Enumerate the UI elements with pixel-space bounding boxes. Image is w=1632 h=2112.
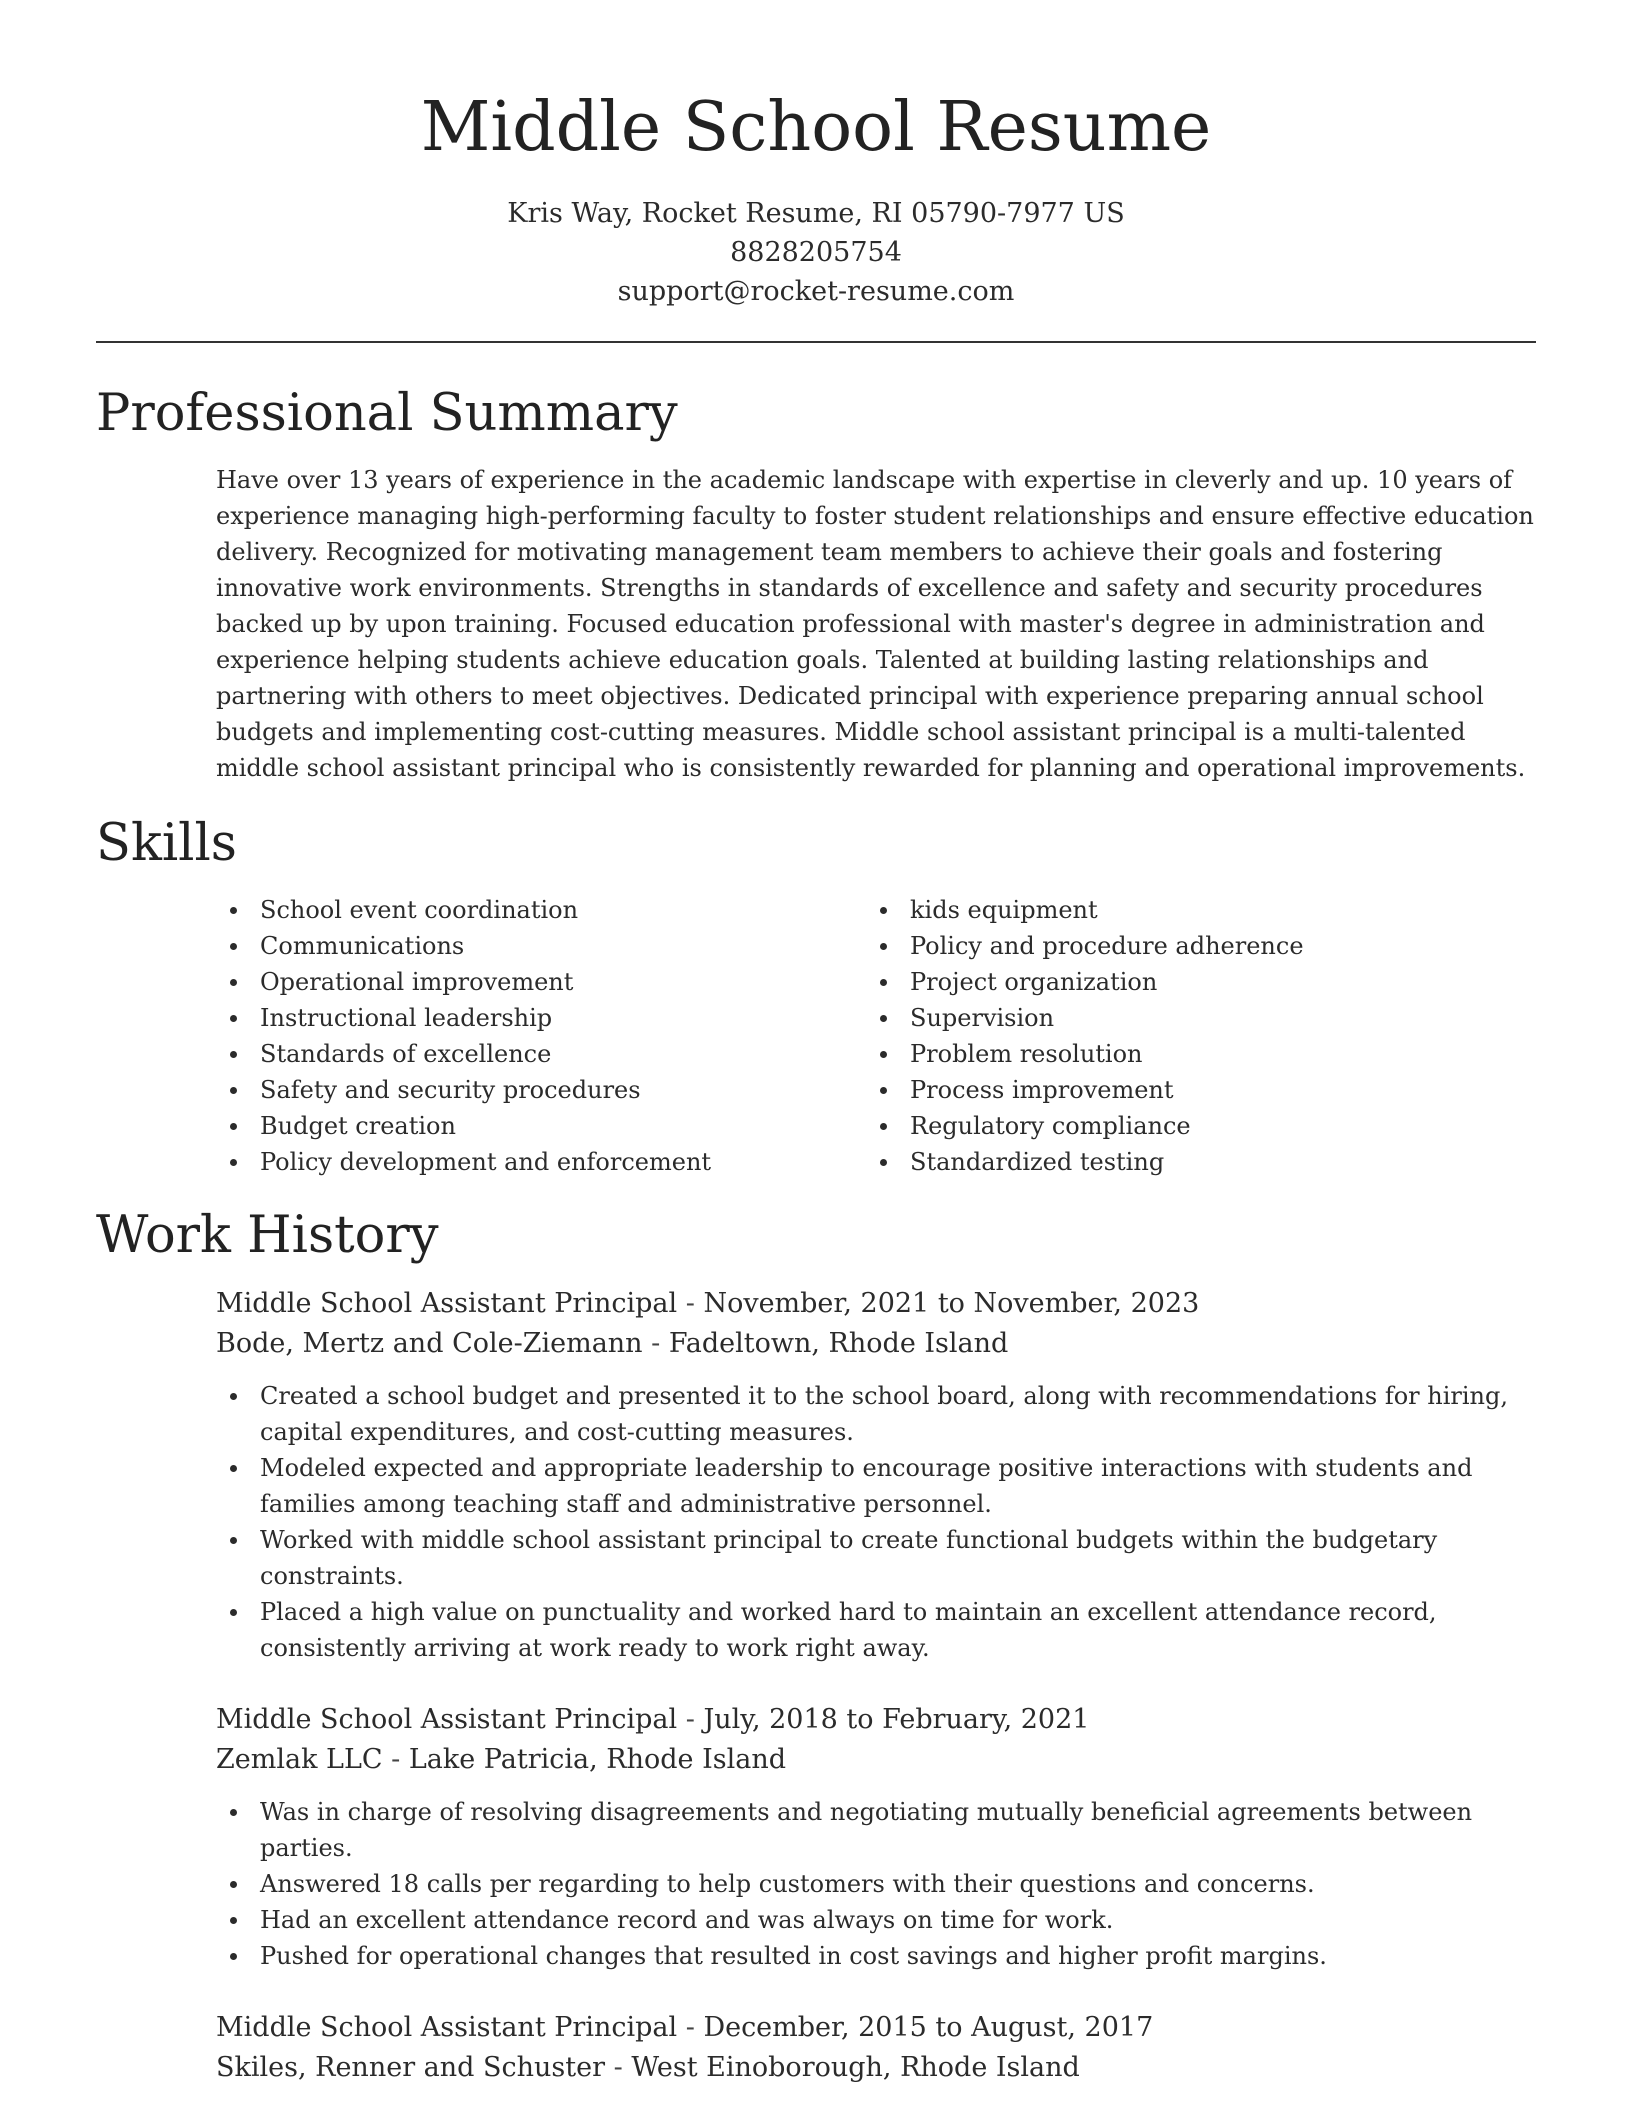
skill-item: Policy development and enforcement — [216, 1144, 836, 1180]
resume-header — [96, 80, 1536, 311]
job-dates: July, 2018 to February, 2021 — [703, 1704, 1090, 1735]
job-title: Middle School Assistant Principal — [216, 2012, 678, 2043]
job-duties — [216, 1794, 1536, 1974]
job-location: Fadeltown, Rhode Island — [668, 1328, 1009, 1359]
skill-item: Problem resolution — [866, 1036, 1536, 1072]
skill-item: Operational improvement — [216, 964, 836, 1000]
duty-item: Had an excellent attendance record and was always on time for work. — [216, 1902, 1536, 1938]
contact-address: Kris Way, Rocket Resume, RI 05790-7977 US — [507, 198, 1125, 229]
job-company-line — [216, 1324, 1536, 1364]
skill-item: Project organization — [866, 964, 1536, 1000]
job-entry — [216, 1284, 1536, 1662]
skills-heading: Skills — [96, 814, 237, 873]
job-title: Middle School Assistant Principal — [216, 1288, 678, 1319]
skill-item: kids equipment — [866, 892, 1536, 928]
job-company-line — [216, 2048, 1536, 2088]
skills-list-right — [866, 892, 1536, 1180]
duty-item: Answered 18 calls per regarding to help customers with their questions and concerns. — [216, 1866, 1536, 1902]
skill-item: Policy and procedure adherence — [866, 928, 1536, 964]
header-divider — [96, 341, 1536, 343]
job-company: Skiles, Renner and Schuster — [216, 2052, 606, 2083]
skill-item: Safety and security procedures — [216, 1072, 836, 1108]
duty-item: Created a school budget and presented it to the school board, along with recommendations for hiring, capital expenditures, and cost-cutting measures. — [216, 1378, 1536, 1450]
skill-item: School event coordination — [216, 892, 836, 928]
skill-item: Standardized testing — [866, 1144, 1536, 1180]
job-separator: - — [685, 1288, 695, 1319]
job-entry — [216, 1700, 1536, 1970]
duty-item: Modeled expected and appropriate leadership to encourage positive interactions with students and families among teaching staff and administrative personnel. — [216, 1450, 1536, 1522]
skill-item: Instructional leadership — [216, 1000, 836, 1036]
skill-item: Process improvement — [866, 1072, 1536, 1108]
skill-item: Budget creation — [216, 1108, 836, 1144]
job-title-line — [216, 1284, 1536, 1324]
job-title: Middle School Assistant Principal — [216, 1704, 678, 1735]
job-location: Lake Patricia, Rhode Island — [408, 1744, 787, 1775]
duty-item: Worked with middle school assistant principal to create functional budgets within the budgetary constraints. — [216, 1522, 1536, 1594]
job-separator: - — [613, 2052, 623, 2083]
work-heading: Work History — [96, 1206, 439, 1265]
contact-phone: 8828205754 — [730, 237, 902, 268]
job-separator: - — [685, 2012, 695, 2043]
job-duties — [216, 1378, 1536, 1666]
summary-text: Have over 13 years of experience in the academic landscape with expertise in cleverly and up. 10 years of experience managing high-performing faculty to foster student relationships and ensure effective education delivery. Recognized for motivating management team members to achieve their goals and fostering innovative work environments. Strengths in standards of excellence and safety and security procedures backed up by upon training. Focused education professional with master's degree in administration and experience helping students achieve education goals. Talented at building lasting relationships and partnering with others to meet objectives. Dedicated principal with experience preparing annual school budgets and implementing cost-cutting measures. Middle school assistant principal is a multi-talented middle school assistant principal who is consistently rewarded for planning and operational improvements. — [216, 466, 1534, 782]
skill-item: Communications — [216, 928, 836, 964]
job-location: West Einoborough, Rhode Island — [631, 2052, 1080, 2083]
job-entry — [216, 2008, 1536, 2088]
job-dates: November, 2021 to November, 2023 — [703, 1288, 1200, 1319]
job-dates: December, 2015 to August, 2017 — [703, 2012, 1154, 2043]
contact-email: support@rocket-resume.com — [617, 276, 1015, 307]
job-company: Zemlak LLC — [216, 1744, 383, 1775]
job-separator: - — [651, 1328, 661, 1359]
duty-item: Was in charge of resolving disagreements and negotiating mutually beneficial agreements between parties. — [216, 1794, 1536, 1866]
skill-item: Supervision — [866, 1000, 1536, 1036]
skills-list-left — [216, 892, 836, 1180]
job-separator: - — [685, 1704, 695, 1735]
job-company: Bode, Mertz and Cole-Ziemann — [216, 1328, 643, 1359]
job-title-line — [216, 2008, 1536, 2048]
skill-item: Standards of excellence — [216, 1036, 836, 1072]
duty-item: Placed a high value on punctuality and worked hard to maintain an excellent attendance record, consistently arriving at work ready to work right away. — [216, 1594, 1536, 1666]
job-separator: - — [391, 1744, 401, 1775]
summary-heading: Professional Summary — [96, 384, 678, 443]
skill-item: Regulatory compliance — [866, 1108, 1536, 1144]
duty-item: Pushed for operational changes that resulted in cost savings and higher profit margins. — [216, 1938, 1536, 1974]
page-title: Middle School Resume — [420, 88, 1212, 167]
job-company-line — [216, 1740, 1536, 1780]
job-title-line — [216, 1700, 1536, 1740]
